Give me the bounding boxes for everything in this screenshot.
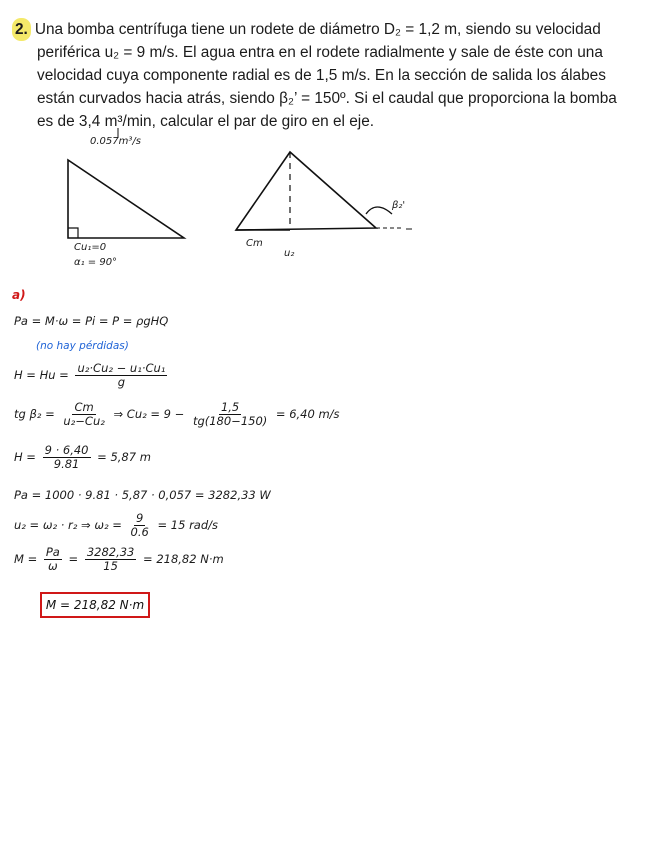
outlet-triangle bbox=[236, 152, 376, 230]
eq-angular-velocity: u₂ = ω₂ · r₂ ⇒ ω₂ = $\frac{9}{0.6}$ = 15 rad/s bbox=[14, 511, 219, 539]
eq-power-value: Pa = 1000 · 9.81 · 5,87 · 0,057 = 3282,33 W bbox=[14, 488, 271, 502]
u2-label: u₂ bbox=[284, 248, 295, 259]
cm-label: Cm bbox=[246, 238, 263, 249]
inlet-triangle bbox=[68, 160, 184, 238]
problem-line-5: es de 3,4 m³/min, calcular el par de giro en el eje. bbox=[37, 113, 375, 130]
problem-number: 2. bbox=[12, 18, 31, 41]
eq-power: Pa = M·ω = Pi = P = ρgHQ bbox=[14, 314, 169, 328]
final-result-box bbox=[40, 592, 150, 618]
beta2-label: β₂' bbox=[392, 200, 406, 211]
note-no-losses: (no hay pérdidas) bbox=[36, 340, 129, 352]
flow-label: 0.057m³/s bbox=[90, 136, 141, 147]
eq-head-value: H = $\frac{9 \cdot 6,40}{9.81}$ = 5,87 m bbox=[14, 443, 151, 471]
part-a-label: a) bbox=[12, 288, 26, 302]
cu1-label: Cu₁=0 bbox=[74, 242, 107, 253]
alpha1-label: α₁ = 90° bbox=[74, 257, 118, 268]
eq-tan-beta: tg β₂ = $\frac{Cm}{\text{u₂−Cu₂}}$ ⇒ Cu₂ = 9 − $\frac{1,5}{tg(180-150)}$ = 6,40 m/s bbox=[14, 400, 340, 428]
beta-arc bbox=[366, 207, 392, 214]
problem-line-4: están curvados hacia atrás, siendo β₂’ = 150º. Si el caudal que proporciona la bomba bbox=[37, 90, 617, 107]
problem-line-3: velocidad cuya componente radial es de 1,5 m/s. En la sección de salida los álabes bbox=[37, 67, 606, 84]
problem-line-1: 2. Una bomba centrífuga tiene un rodete de diámetro D₂ = 1,2 m, siendo su velocidad bbox=[12, 18, 644, 41]
eq-head: H = Hu = $\frac{\text{u₂·Cu₂ − u₁·Cu₁}}{g}$ bbox=[14, 361, 166, 389]
eq-torque: M = $\frac{Pa}{\omega}$ = $\frac{3282,33}{15}$ = 218,82 N·m bbox=[14, 545, 224, 573]
final-result: M = 218,82 N·m bbox=[45, 598, 145, 612]
right-angle-mark bbox=[68, 228, 78, 238]
problem-line-2: periférica u₂ = 9 m/s. El agua entra en el rodete radialmente y sale de éste con una bbox=[37, 44, 603, 61]
